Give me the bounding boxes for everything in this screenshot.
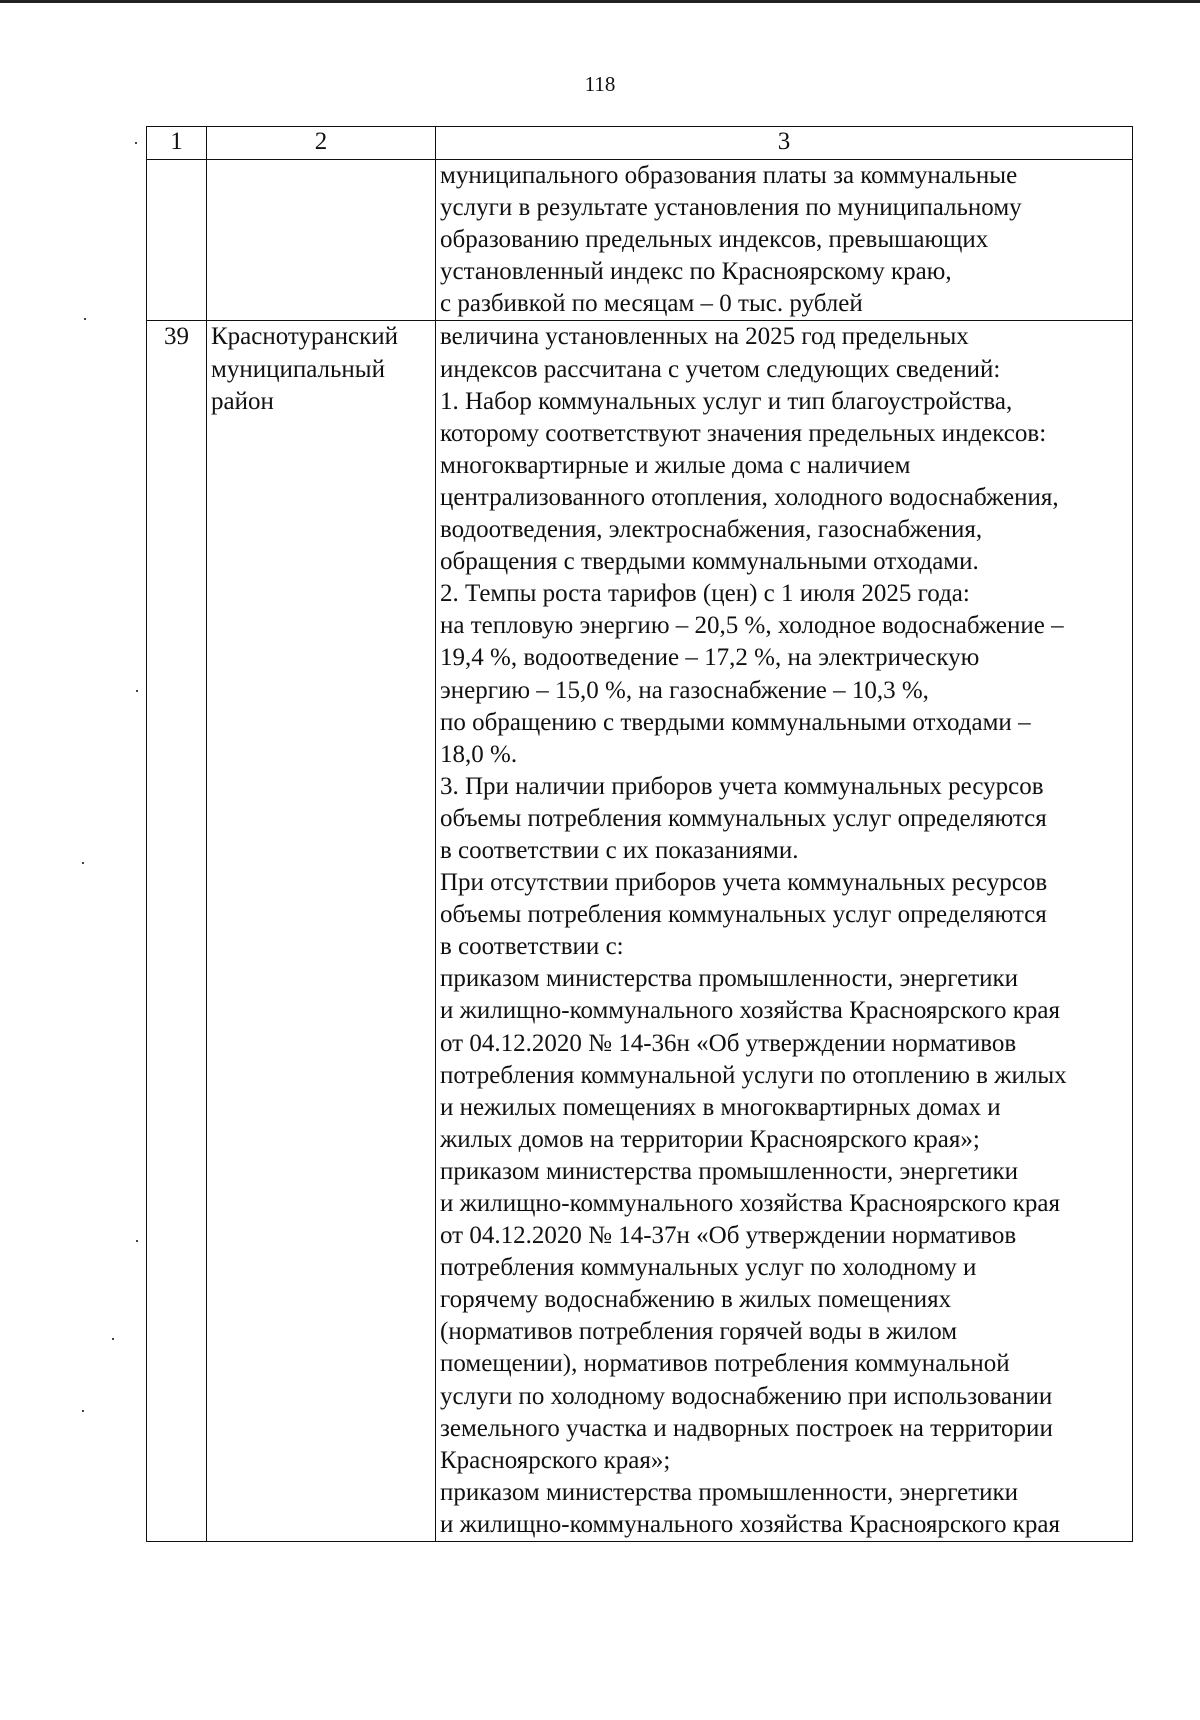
text-line: услуги по холодному водоснабжению при использовании bbox=[440, 1382, 1053, 1410]
scan-speck bbox=[136, 1240, 138, 1242]
text-line: муниципального образования платы за коммунальные bbox=[440, 162, 1018, 189]
scan-speck bbox=[84, 318, 86, 320]
text-line: в соответствии с их показаниями. bbox=[440, 836, 799, 864]
scan-speck bbox=[136, 690, 138, 692]
district-line: муниципальный bbox=[211, 355, 385, 383]
scan-edge bbox=[0, 0, 1200, 3]
text-line: с разбивкой по месяцам – 0 тыс. рублей bbox=[440, 290, 863, 318]
text-line: (нормативов потребления горячей воды в жилом bbox=[440, 1318, 958, 1346]
text-line: объемы потребления коммунальных услуг определяются bbox=[440, 901, 1047, 929]
column-header-2: 2 bbox=[207, 127, 436, 160]
text-line: приказом министерства промышленности, энергетики bbox=[440, 965, 1019, 993]
text-line: обращения с твердыми коммунальными отходами. bbox=[440, 548, 979, 576]
scan-speck bbox=[82, 862, 84, 864]
text-line: в соответствии с: bbox=[440, 933, 624, 961]
text-line: которому соответствуют значения предельных индексов: bbox=[440, 419, 1047, 447]
text-line: услуги в результате установления по муниципальному bbox=[440, 194, 1022, 222]
text-line: Красноярского края»; bbox=[440, 1446, 671, 1474]
text-line: образованию предельных индексов, превышающих bbox=[440, 226, 989, 254]
continuation-district-cell bbox=[207, 160, 436, 321]
text-line: 2. Темпы роста тарифов (цен) с 1 июля 2025 года: bbox=[440, 580, 970, 608]
text-line: многоквартирные и жилые дома с наличием bbox=[440, 451, 911, 479]
text-line: и жилищно-коммунального хозяйства Красноярского края bbox=[440, 997, 1060, 1025]
text-line: энергию – 15,0 %, на газоснабжение – 10,3 %, bbox=[440, 676, 929, 704]
row-number-cell: 39 bbox=[147, 321, 207, 1542]
text-line: водоотведения, электроснабжения, газоснабжения, bbox=[440, 516, 983, 544]
text-line: индексов рассчитана с учетом следующих сведений: bbox=[440, 355, 1001, 383]
text-line: и жилищно-коммунального хозяйства Красноярского края bbox=[440, 1190, 1060, 1217]
table-header-row bbox=[147, 127, 1133, 160]
text-line: помещении), нормативов потребления коммунальной bbox=[440, 1350, 1010, 1378]
text-line: и нежилых помещениях в многоквартирных домах и bbox=[440, 1093, 1001, 1121]
text-line: 1. Набор коммунальных услуг и тип благоустройства, bbox=[440, 387, 1013, 415]
text-line: установленный индекс по Красноярскому краю, bbox=[440, 258, 952, 286]
continuation-text-cell bbox=[436, 160, 1133, 321]
district-line: Краснотуранский bbox=[211, 323, 398, 351]
district-line: район bbox=[211, 387, 274, 415]
text-line: потребления коммунальных услуг по холодному и bbox=[440, 1254, 977, 1282]
table-row-39 bbox=[147, 321, 1133, 1542]
table-row-continuation bbox=[147, 160, 1133, 321]
text-line: горячему водоснабжению в жилых помещениях bbox=[440, 1286, 952, 1314]
district-cell bbox=[207, 321, 436, 1542]
text-line: централизованного отопления, холодного водоснабжения, bbox=[440, 483, 1059, 511]
text-line: величина установленных на 2025 год предельных bbox=[440, 323, 969, 351]
text-line: 18,0 %. bbox=[440, 740, 518, 768]
text-line: приказом министерства промышленности, энергетики bbox=[440, 1157, 1019, 1185]
text-line: по обращению с твердыми коммунальными отходами – bbox=[440, 708, 1031, 736]
text-line: жилых домов на территории Красноярского края»; bbox=[440, 1125, 980, 1153]
text-line: от 04.12.2020 № 14-37н «Об утверждении нормативов bbox=[440, 1222, 1017, 1250]
text-line: на тепловую энергию – 20,5 %, холодное водоснабжение – bbox=[440, 612, 1064, 640]
text-line: приказом министерства промышленности, энергетики bbox=[440, 1478, 1019, 1506]
scan-speck bbox=[112, 1338, 114, 1340]
text-line: При отсутствии приборов учета коммунальных ресурсов bbox=[440, 869, 1048, 897]
text-line: 19,4 %, водоотведение – 17,2 %, на электрическую bbox=[440, 644, 980, 672]
document-table bbox=[146, 126, 1133, 1542]
text-line: объемы потребления коммунальных услуг определяются bbox=[440, 804, 1047, 832]
column-header-1: 1 bbox=[147, 127, 207, 160]
page-number: 118 bbox=[584, 72, 616, 96]
details-cell bbox=[436, 321, 1133, 1542]
column-header-3: 3 bbox=[436, 127, 1133, 160]
continuation-number-cell bbox=[147, 160, 207, 321]
text-line: от 04.12.2020 № 14-36н «Об утверждении нормативов bbox=[440, 1029, 1017, 1057]
text-line: земельного участка и надворных построек на территории bbox=[440, 1414, 1053, 1442]
text-line: и жилищно-коммунального хозяйства Красноярского края bbox=[440, 1510, 1060, 1538]
text-line: потребления коммунальной услуги по отоплению в жилых bbox=[440, 1061, 1067, 1089]
scan-speck bbox=[82, 1410, 84, 1412]
scan-speck bbox=[135, 142, 137, 144]
text-line: 3. При наличии приборов учета коммунальных ресурсов bbox=[440, 772, 1044, 800]
